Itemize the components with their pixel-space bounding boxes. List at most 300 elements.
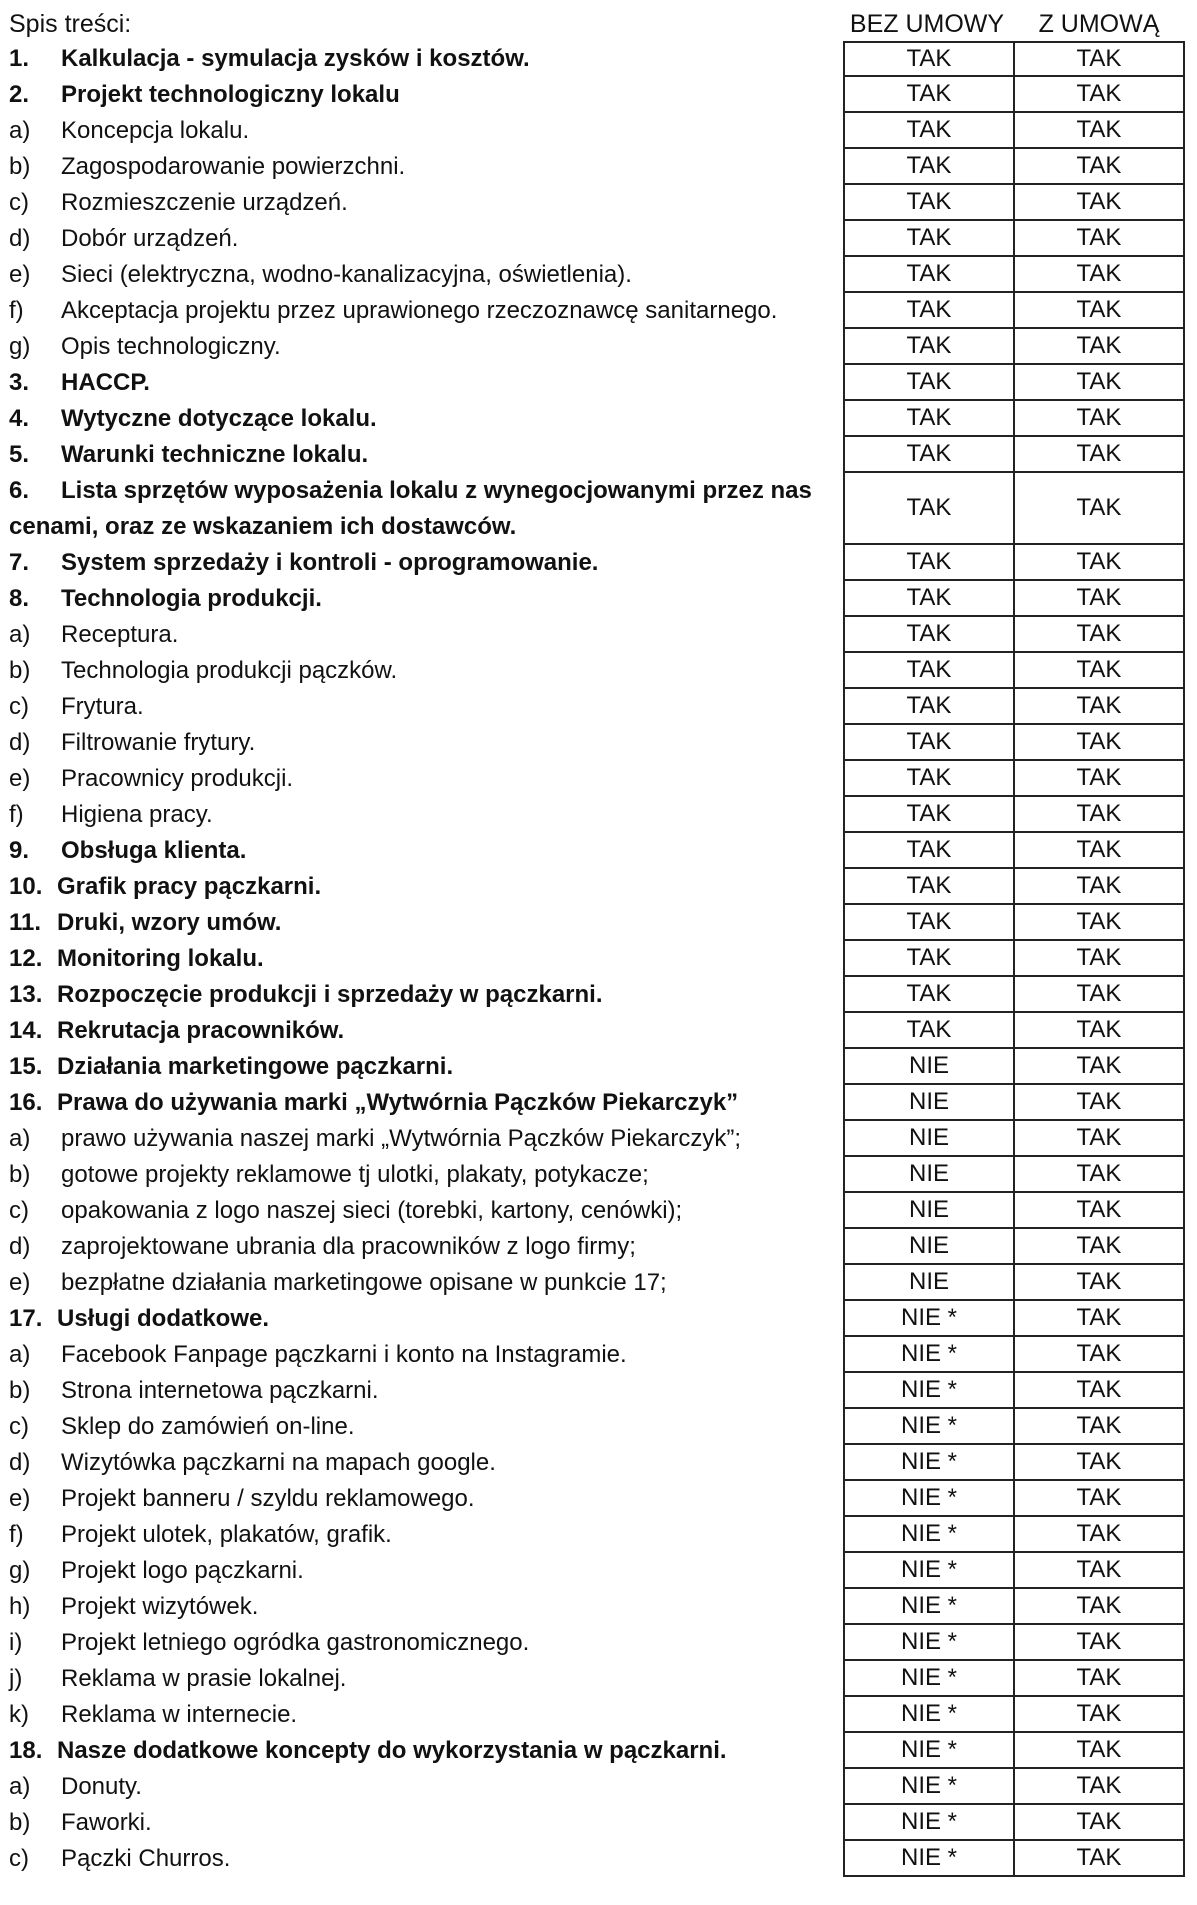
item-marker: h) xyxy=(9,1593,31,1620)
toc-item-label xyxy=(9,1085,839,1121)
toc-item-label xyxy=(9,1517,839,1553)
item-text: Reklama w internecie. xyxy=(61,1701,298,1728)
item-text: Sklep do zamówień on-line. xyxy=(61,1413,355,1440)
item-text: Usługi dodatkowe. xyxy=(57,1305,270,1332)
cell-z-umowa: TAK xyxy=(1013,689,1185,725)
cell-z-umowa: TAK xyxy=(1013,1157,1185,1193)
item-marker: f) xyxy=(9,297,24,324)
toc-item-label xyxy=(9,1373,839,1409)
cell-bez-umowy: NIE * xyxy=(843,1301,1013,1337)
item-marker: 12. xyxy=(9,945,43,972)
table-row xyxy=(0,725,1197,761)
cell-z-umowa: TAK xyxy=(1013,941,1185,977)
cell-z-umowa: TAK xyxy=(1013,1481,1185,1517)
table-row xyxy=(0,1301,1197,1337)
cell-z-umowa: TAK xyxy=(1013,1697,1185,1733)
toc-item-label xyxy=(9,221,839,257)
item-marker: c) xyxy=(9,189,29,216)
table-row xyxy=(0,41,1197,77)
cell-bez-umowy: NIE * xyxy=(843,1481,1013,1517)
cell-bez-umowy: TAK xyxy=(843,905,1013,941)
table-row xyxy=(0,1769,1197,1805)
item-text: Warunki techniczne lokalu. xyxy=(61,441,369,468)
item-text: Rekrutacja pracowników. xyxy=(57,1017,345,1044)
toc-item-label xyxy=(9,1589,839,1625)
item-marker: g) xyxy=(9,333,31,360)
table-header xyxy=(0,6,1197,40)
table-row xyxy=(0,905,1197,941)
cell-bez-umowy: TAK xyxy=(843,545,1013,581)
toc-item-label xyxy=(9,1301,839,1337)
item-marker: 11. xyxy=(9,909,42,936)
toc-item-label xyxy=(9,833,839,869)
cell-bez-umowy: NIE * xyxy=(843,1373,1013,1409)
cell-bez-umowy: TAK xyxy=(843,833,1013,869)
cell-bez-umowy: NIE * xyxy=(843,1409,1013,1445)
cell-z-umowa: TAK xyxy=(1013,1625,1185,1661)
toc-item-label xyxy=(9,545,839,581)
cell-z-umowa: TAK xyxy=(1013,1049,1185,1085)
cell-z-umowa: TAK xyxy=(1013,1373,1185,1409)
item-text: Nasze dodatkowe koncepty do wykorzystania w pączkarni. xyxy=(57,1737,727,1764)
toc-item-label xyxy=(9,401,839,437)
cell-z-umowa: TAK xyxy=(1013,1517,1185,1553)
cell-z-umowa: TAK xyxy=(1013,1661,1185,1697)
item-text: Dobór urządzeń. xyxy=(61,225,239,252)
cell-bez-umowy: TAK xyxy=(843,149,1013,185)
toc-item-label xyxy=(9,1661,839,1697)
item-text: System sprzedaży i kontroli - oprogramowanie. xyxy=(61,549,599,576)
cell-z-umowa: TAK xyxy=(1013,401,1185,437)
item-marker: d) xyxy=(9,729,31,756)
table-row xyxy=(0,1049,1197,1085)
cell-bez-umowy: TAK xyxy=(843,1013,1013,1049)
table-row xyxy=(0,977,1197,1013)
table-row xyxy=(0,1409,1197,1445)
table-row xyxy=(0,473,1197,545)
table-row xyxy=(0,581,1197,617)
item-marker: b) xyxy=(9,1377,31,1404)
item-text: Projekt wizytówek. xyxy=(61,1593,259,1620)
item-text: Donuty. xyxy=(61,1773,142,1800)
toc-label: Spis treści: xyxy=(9,10,132,38)
toc-item-label xyxy=(9,113,839,149)
cell-z-umowa: TAK xyxy=(1013,1409,1185,1445)
cell-bez-umowy: NIE * xyxy=(843,1805,1013,1841)
toc-item-label xyxy=(9,1805,839,1841)
cell-z-umowa: TAK xyxy=(1013,1841,1185,1877)
item-text: Higiena pracy. xyxy=(61,801,213,828)
item-text: Prawa do używania marki „Wytwórnia Pączków Piekarczyk” xyxy=(57,1089,739,1116)
table-row xyxy=(0,437,1197,473)
table-row xyxy=(0,401,1197,437)
item-text: Wytyczne dotyczące lokalu. xyxy=(61,405,377,432)
cell-z-umowa: TAK xyxy=(1013,905,1185,941)
cell-bez-umowy: NIE * xyxy=(843,1337,1013,1373)
cell-bez-umowy: TAK xyxy=(843,257,1013,293)
toc-item-label xyxy=(9,1121,839,1157)
item-marker: f) xyxy=(9,1521,24,1548)
item-marker: k) xyxy=(9,1701,29,1728)
toc-item-label xyxy=(9,1553,839,1589)
toc-item-label xyxy=(9,329,839,365)
table-row xyxy=(0,545,1197,581)
table-row xyxy=(0,1013,1197,1049)
table-row xyxy=(0,689,1197,725)
item-text: Projekt banneru / szyldu reklamowego. xyxy=(61,1485,475,1512)
item-marker: a) xyxy=(9,1341,31,1368)
item-marker: a) xyxy=(9,1773,31,1800)
toc-item-label xyxy=(9,437,839,473)
cell-z-umowa: TAK xyxy=(1013,221,1185,257)
item-text: Filtrowanie frytury. xyxy=(61,729,256,756)
cell-bez-umowy: NIE * xyxy=(843,1841,1013,1877)
item-text: Frytura. xyxy=(61,693,144,720)
cell-bez-umowy: NIE * xyxy=(843,1733,1013,1769)
item-text: Opis technologiczny. xyxy=(61,333,281,360)
toc-item-label xyxy=(9,257,839,293)
cell-z-umowa: TAK xyxy=(1013,41,1185,77)
item-marker: c) xyxy=(9,1413,29,1440)
cell-z-umowa: TAK xyxy=(1013,545,1185,581)
item-text: prawo używania naszej marki „Wytwórnia Pączków Piekarczyk”; xyxy=(61,1125,741,1152)
toc-item-label xyxy=(9,761,839,797)
table-row xyxy=(0,1517,1197,1553)
item-text: Rozpoczęcie produkcji i sprzedaży w pączkarni. xyxy=(57,981,603,1008)
item-marker: e) xyxy=(9,1485,31,1512)
item-marker: 6. xyxy=(9,477,30,504)
item-marker: 7. xyxy=(9,549,30,576)
item-text: Receptura. xyxy=(61,621,179,648)
toc-item-label xyxy=(9,1157,839,1193)
item-marker: f) xyxy=(9,801,24,828)
cell-z-umowa: TAK xyxy=(1013,149,1185,185)
toc-item-label xyxy=(9,1337,839,1373)
cell-bez-umowy: TAK xyxy=(843,941,1013,977)
cell-z-umowa: TAK xyxy=(1013,1265,1185,1301)
toc-item-label xyxy=(9,725,839,761)
item-marker: 4. xyxy=(9,405,30,432)
item-text: Sieci (elektryczna, wodno-kanalizacyjna, oświetlenia). xyxy=(61,261,632,288)
cell-z-umowa: TAK xyxy=(1013,653,1185,689)
item-text: Koncepcja lokalu. xyxy=(61,117,250,144)
item-marker: b) xyxy=(9,153,31,180)
item-text: HACCP. xyxy=(61,369,150,396)
item-marker: e) xyxy=(9,261,31,288)
cell-z-umowa: TAK xyxy=(1013,1805,1185,1841)
table-row xyxy=(0,1157,1197,1193)
item-text: Facebook Fanpage pączkarni i konto na Instagramie. xyxy=(61,1341,627,1368)
cell-z-umowa: TAK xyxy=(1013,1301,1185,1337)
column-header-z-umowa: Z UMOWĄ xyxy=(1038,10,1160,38)
cell-z-umowa: TAK xyxy=(1013,293,1185,329)
toc-item-label xyxy=(9,797,839,833)
toc-item-label xyxy=(9,149,839,185)
toc-item-label xyxy=(9,1229,839,1265)
toc-item-label xyxy=(9,1733,839,1769)
cell-bez-umowy: NIE * xyxy=(843,1445,1013,1481)
toc-item-label xyxy=(9,1841,839,1877)
cell-bez-umowy: NIE xyxy=(843,1085,1013,1121)
cell-z-umowa: TAK xyxy=(1013,725,1185,761)
cell-z-umowa: TAK xyxy=(1013,329,1185,365)
item-marker: g) xyxy=(9,1557,31,1584)
table-row xyxy=(0,617,1197,653)
toc-item-label xyxy=(9,653,839,689)
table-row xyxy=(0,1265,1197,1301)
cell-bez-umowy: TAK xyxy=(843,437,1013,473)
item-text: Działania marketingowe pączkarni. xyxy=(57,1053,454,1080)
item-text: Strona internetowa pączkarni. xyxy=(61,1377,379,1404)
toc-item-label xyxy=(9,1481,839,1517)
column-header-bez-umowy: BEZ UMOWY xyxy=(849,10,1005,38)
item-marker: d) xyxy=(9,1449,31,1476)
item-marker: c) xyxy=(9,693,29,720)
table-row xyxy=(0,869,1197,905)
cell-bez-umowy: TAK xyxy=(843,329,1013,365)
item-text: Rozmieszczenie urządzeń. xyxy=(61,189,348,216)
cell-z-umowa: TAK xyxy=(1013,1085,1185,1121)
table-row xyxy=(0,1373,1197,1409)
cell-bez-umowy: NIE xyxy=(843,1193,1013,1229)
item-marker: d) xyxy=(9,1233,31,1260)
toc-item-label xyxy=(9,1625,839,1661)
cell-z-umowa: TAK xyxy=(1013,869,1185,905)
cell-bez-umowy: TAK xyxy=(843,473,1013,545)
item-text: Wizytówka pączkarni na mapach google. xyxy=(61,1449,496,1476)
table-row xyxy=(0,329,1197,365)
table-row xyxy=(0,1337,1197,1373)
cell-z-umowa: TAK xyxy=(1013,1193,1185,1229)
item-marker: 10. xyxy=(9,873,43,900)
table-row xyxy=(0,293,1197,329)
cell-z-umowa: TAK xyxy=(1013,581,1185,617)
table-row xyxy=(0,1085,1197,1121)
item-text: gotowe projekty reklamowe tj ulotki, plakaty, potykacze; xyxy=(61,1161,649,1188)
cell-z-umowa: TAK xyxy=(1013,1445,1185,1481)
toc-item-label xyxy=(9,185,839,221)
cell-z-umowa: TAK xyxy=(1013,761,1185,797)
cell-z-umowa: TAK xyxy=(1013,1589,1185,1625)
table-row xyxy=(0,77,1197,113)
toc-item-label xyxy=(9,1697,839,1733)
table-row xyxy=(0,1625,1197,1661)
table-row xyxy=(0,365,1197,401)
item-text: Projekt logo pączkarni. xyxy=(61,1557,304,1584)
item-marker: e) xyxy=(9,1269,31,1296)
item-marker: 1. xyxy=(9,45,30,72)
cell-z-umowa: TAK xyxy=(1013,185,1185,221)
item-marker: 17. xyxy=(9,1305,43,1332)
item-text: Grafik pracy pączkarni. xyxy=(57,873,322,900)
item-text: Pracownicy produkcji. xyxy=(61,765,294,792)
table-row xyxy=(0,257,1197,293)
item-text: Projekt letniego ogródka gastronomicznego. xyxy=(61,1629,530,1656)
cell-z-umowa: TAK xyxy=(1013,1553,1185,1589)
item-text: Technologia produkcji pączków. xyxy=(61,657,398,684)
cell-bez-umowy: NIE xyxy=(843,1157,1013,1193)
item-marker: d) xyxy=(9,225,31,252)
cell-z-umowa: TAK xyxy=(1013,1013,1185,1049)
item-marker: 15. xyxy=(9,1053,43,1080)
cell-z-umowa: TAK xyxy=(1013,473,1185,545)
cell-z-umowa: TAK xyxy=(1013,1121,1185,1157)
table-row xyxy=(0,1805,1197,1841)
toc-item-label xyxy=(9,689,839,725)
item-marker: a) xyxy=(9,1125,31,1152)
cell-bez-umowy: TAK xyxy=(843,689,1013,725)
cell-z-umowa: TAK xyxy=(1013,1337,1185,1373)
cell-bez-umowy: TAK xyxy=(843,401,1013,437)
item-marker: i) xyxy=(9,1629,23,1656)
item-marker: a) xyxy=(9,117,31,144)
item-text: Projekt technologiczny lokalu xyxy=(61,81,400,108)
toc-item-label xyxy=(9,941,839,977)
cell-bez-umowy: TAK xyxy=(843,725,1013,761)
cell-bez-umowy: TAK xyxy=(843,581,1013,617)
cell-bez-umowy: TAK xyxy=(843,797,1013,833)
table-row xyxy=(0,1553,1197,1589)
cell-bez-umowy: TAK xyxy=(843,185,1013,221)
item-marker: j) xyxy=(9,1665,23,1692)
item-marker: 5. xyxy=(9,441,30,468)
item-marker: b) xyxy=(9,657,31,684)
item-marker: 3. xyxy=(9,369,30,396)
item-marker: 8. xyxy=(9,585,30,612)
cell-bez-umowy: NIE xyxy=(843,1049,1013,1085)
toc-item-label xyxy=(9,1193,839,1229)
table-row xyxy=(0,113,1197,149)
item-marker: 14. xyxy=(9,1017,43,1044)
toc-item-label xyxy=(9,1769,839,1805)
table-row xyxy=(0,185,1197,221)
cell-bez-umowy: TAK xyxy=(843,761,1013,797)
table-row xyxy=(0,941,1197,977)
cell-bez-umowy: NIE xyxy=(843,1121,1013,1157)
toc-item-label xyxy=(9,365,839,401)
item-marker: 2. xyxy=(9,81,30,108)
cell-bez-umowy: TAK xyxy=(843,977,1013,1013)
toc-item-label xyxy=(9,293,839,329)
item-text: Reklama w prasie lokalnej. xyxy=(61,1665,347,1692)
cell-z-umowa: TAK xyxy=(1013,833,1185,869)
table-row xyxy=(0,1841,1197,1877)
item-marker: e) xyxy=(9,765,31,792)
table-row xyxy=(0,1445,1197,1481)
cell-bez-umowy: NIE * xyxy=(843,1625,1013,1661)
cell-z-umowa: TAK xyxy=(1013,1733,1185,1769)
cell-z-umowa: TAK xyxy=(1013,257,1185,293)
cell-bez-umowy: TAK xyxy=(843,293,1013,329)
cell-bez-umowy: NIE * xyxy=(843,1517,1013,1553)
cell-bez-umowy: NIE * xyxy=(843,1589,1013,1625)
cell-z-umowa: TAK xyxy=(1013,617,1185,653)
cell-bez-umowy: NIE xyxy=(843,1265,1013,1301)
cell-z-umowa: TAK xyxy=(1013,365,1185,401)
table-row xyxy=(0,833,1197,869)
toc-item-label xyxy=(9,1265,839,1301)
item-text: bezpłatne działania marketingowe opisane w punkcie 17; xyxy=(61,1269,667,1296)
table-row xyxy=(0,1121,1197,1157)
item-marker: c) xyxy=(9,1845,29,1872)
item-marker: c) xyxy=(9,1197,29,1224)
table-row xyxy=(0,653,1197,689)
toc-table xyxy=(0,41,1197,1877)
item-text: Obsługa klienta. xyxy=(61,837,247,864)
item-text: Zagospodarowanie powierzchni. xyxy=(61,153,406,180)
table-row xyxy=(0,761,1197,797)
toc-item-label xyxy=(9,1013,839,1049)
item-marker: 16. xyxy=(9,1089,43,1116)
table-row xyxy=(0,1229,1197,1265)
item-marker: a) xyxy=(9,621,31,648)
item-marker: 13. xyxy=(9,981,43,1008)
cell-bez-umowy: NIE xyxy=(843,1229,1013,1265)
cell-bez-umowy: TAK xyxy=(843,77,1013,113)
cell-z-umowa: TAK xyxy=(1013,797,1185,833)
item-text: Faworki. xyxy=(61,1809,152,1836)
cell-z-umowa: TAK xyxy=(1013,437,1185,473)
cell-bez-umowy: NIE * xyxy=(843,1769,1013,1805)
table-row xyxy=(0,1481,1197,1517)
cell-bez-umowy: NIE * xyxy=(843,1553,1013,1589)
cell-bez-umowy: NIE * xyxy=(843,1697,1013,1733)
item-text: Kalkulacja - symulacja zysków i kosztów. xyxy=(61,45,530,72)
item-text: Lista sprzętów wyposażenia lokalu z wynegocjowanymi przez nas cenami, oraz ze wskazaniem ich dostawców. xyxy=(9,477,812,540)
table-row xyxy=(0,797,1197,833)
item-text: Projekt ulotek, plakatów, grafik. xyxy=(61,1521,392,1548)
table-row xyxy=(0,221,1197,257)
cell-bez-umowy: TAK xyxy=(843,41,1013,77)
item-text: Monitoring lokalu. xyxy=(57,945,264,972)
toc-item-label xyxy=(9,1409,839,1445)
item-marker: b) xyxy=(9,1161,31,1188)
cell-z-umowa: TAK xyxy=(1013,113,1185,149)
toc-item-label xyxy=(9,473,839,545)
item-text: Akceptacja projektu przez uprawionego rzeczoznawcę sanitarnego. xyxy=(61,297,778,324)
item-text: Technologia produkcji. xyxy=(61,585,322,612)
table-row xyxy=(0,1733,1197,1769)
cell-bez-umowy: TAK xyxy=(843,653,1013,689)
item-marker: b) xyxy=(9,1809,31,1836)
table-row xyxy=(0,1589,1197,1625)
item-text: Pączki Churros. xyxy=(61,1845,231,1872)
cell-bez-umowy: TAK xyxy=(843,617,1013,653)
cell-bez-umowy: TAK xyxy=(843,113,1013,149)
table-row xyxy=(0,149,1197,185)
toc-item-label xyxy=(9,977,839,1013)
cell-z-umowa: TAK xyxy=(1013,977,1185,1013)
item-text: opakowania z logo naszej sieci (torebki, kartony, cenówki); xyxy=(61,1197,683,1224)
item-marker: 9. xyxy=(9,837,30,864)
table-row xyxy=(0,1661,1197,1697)
toc-item-label xyxy=(9,869,839,905)
toc-item-label xyxy=(9,905,839,941)
cell-z-umowa: TAK xyxy=(1013,1229,1185,1265)
toc-item-label xyxy=(9,617,839,653)
item-marker: 18. xyxy=(9,1737,43,1764)
item-text: Druki, wzory umów. xyxy=(57,909,282,936)
toc-item-label xyxy=(9,41,839,77)
cell-bez-umowy: TAK xyxy=(843,869,1013,905)
toc-item-label xyxy=(9,1049,839,1085)
cell-bez-umowy: NIE * xyxy=(843,1661,1013,1697)
table-row xyxy=(0,1697,1197,1733)
toc-item-label xyxy=(9,581,839,617)
cell-z-umowa: TAK xyxy=(1013,1769,1185,1805)
table-row xyxy=(0,1193,1197,1229)
toc-item-label xyxy=(9,77,839,113)
